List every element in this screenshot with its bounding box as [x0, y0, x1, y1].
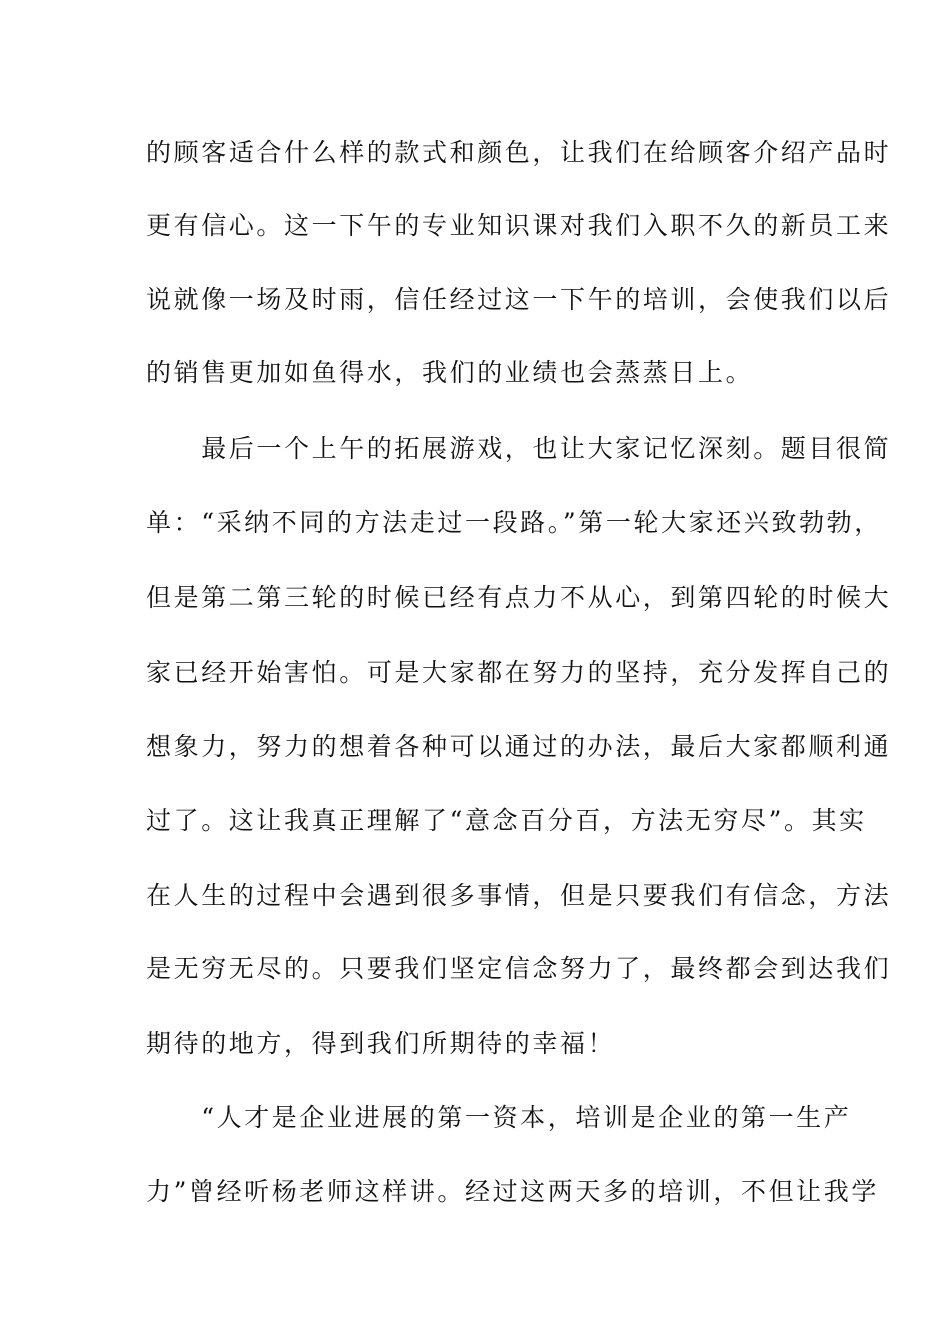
- text-line: 过了。这让我真正理解了“意念百分百，方法无穷尽”。其实: [146, 806, 867, 835]
- text-line: 说就像一场及时雨，信任经过这一下午的培训，会使我们以后: [146, 285, 892, 314]
- text-line: 单：“采纳不同的方法走过一段路。”第一轮大家还兴致勃勃，: [146, 508, 882, 537]
- text-line: 最后一个上午的拓展游戏，也让大家记忆深刻。题目很简: [146, 434, 892, 463]
- text-line: 在人生的过程中会遇到很多事情，但是只要我们有信念，方法: [146, 881, 892, 910]
- text-line: 期待的地方，得到我们所期待的幸福！: [146, 1029, 616, 1058]
- text-line: 的顾客适合什么样的款式和颜色，让我们在给顾客介绍产品时: [146, 138, 892, 167]
- text-line: 力”曾经听杨老师这样讲。经过这两天多的培训，不但让我学: [146, 1177, 879, 1206]
- text-line: 是无穷无尽的。只要我们坚定信念努力了，最终都会到达我们: [146, 954, 892, 983]
- text-line: 的销售更加如鱼得水，我们的业绩也会蒸蒸日上。: [146, 358, 754, 387]
- text-line: “人才是企业进展的第一资本，培训是企业的第一生产: [146, 1103, 852, 1132]
- text-line: 家已经开始害怕。可是大家都在努力的坚持，充分发挥自己的: [146, 658, 892, 687]
- text-line: 想象力，努力的想着各种可以通过的办法，最后大家都顺利通: [146, 732, 892, 761]
- text-line: 但是第二第三轮的时候已经有点力不从心，到第四轮的时候大: [146, 583, 892, 612]
- text-line: 更有信心。这一下午的专业知识课对我们入职不久的新员工来: [146, 211, 892, 240]
